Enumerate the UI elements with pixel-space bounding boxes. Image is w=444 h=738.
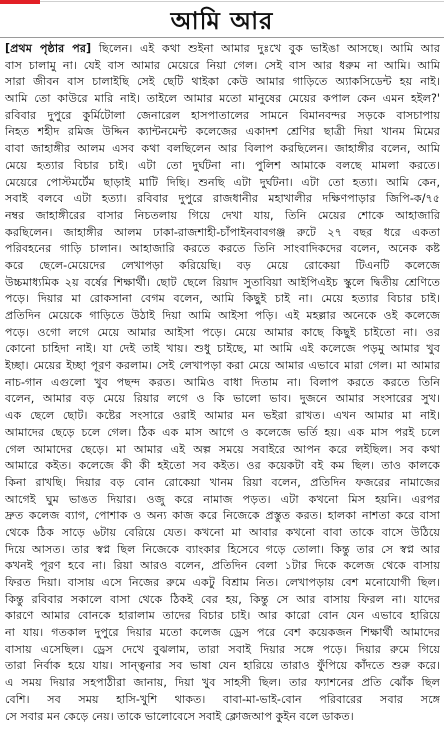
article-line: সবাই বলবে এটা হত্যা। রবিবার দুপুরে রাজধানীর মহাখালীর দক্ষিণপাড়ার জিপি-ক/৭৫ [5, 192, 440, 206]
article-line: দ্রুত কলেজ ব্যাগ, পোশাক ও অন্য কাজ করে নিজেকে প্রস্তুত করত। হালকা নাশতা করে বাসা [5, 509, 440, 523]
continued-from-label: [প্রথম পৃষ্ঠার পর] [5, 42, 92, 55]
article-line: এ সময় দিয়ার সহপাঠীরা জানায়, দিয়া খুব সাহসী ছিল। তার ফ্যাশনের প্রতি ঝোঁক ছিল [5, 676, 440, 690]
article-line: মেয়ে হত্যার বিচার চাই। এটা তো দুর্ঘটনা না। পুলিশ আমাকে বলছে মামলা করতে। [5, 158, 440, 172]
article-line: তারা নির্বাক হয়ে যায়। সান্ত্বনার সব ভাষা যেন হারিয়ে তারাও ফুঁপিয়ে কাঁদতে শুরু করে। [5, 659, 440, 673]
article-line: নিহত শহীদ রমিজ উদ্দিন ক্যান্টনমেন্ট কলেজের একাদশ শ্রেণির ছাত্রী দিয়া খানম মিমের [5, 125, 440, 139]
article-line: বাসায় এসেছিল। ড্রেস দেখে বুঝলাম, তারা সবাই দিয়ার সঙ্গে পড়ে। দিয়ার রুমে গিয়ে [5, 642, 440, 656]
article-line: কোনো চাহিদা নাই। যা দেই তাই খায়। শুধু চাইছে, মা আমি এই কলেজে পড়মু আমার খুব [5, 342, 440, 356]
article-line: সে সবার মন কেড়ে নেয়। তাকে ভালোবেসে সবাই ক্লোজআপ কুইন বলে ডাকত। [5, 709, 354, 723]
article-line: থেকে ঠিক সাড়ে ৬টায় বেরিয়ে যেত। কখনো মা আবার কখনো বাবা তাকে বাসে উঠিয়ে [5, 525, 440, 539]
article-line: মেয়েরে পোস্টমর্টেম ছাড়াই মাটি দিছি। শুনছি এটা দুর্ঘটনা। এটা তো হত্যা। আমি কেন, [5, 175, 440, 189]
headline-divider [0, 37, 444, 38]
article-line: পরিবহনের গাড়ি চালান। আহাজারি করতে করতে তিনি সাংবাদিকদের বলেন, অনেক কষ্ট [5, 242, 440, 256]
article-line: রবিবার দুপুরে কুর্মিটোলা জেনারেল হাসপাতালের সামনে বিমানবন্দর সড়কে বাসচাপায় [5, 108, 440, 122]
article-line: সারা জীবন বাস চালাইছি সেই ছেটি থাইকা কেউ আমার গাড়িতে অ্যাকসিডেন্ট হয় নাই। [5, 75, 440, 89]
article-line: পড়ে। ওগো লগে মেয়ে আমার আইসা পড়ে। মেয়ে আমার কাছে কিছুই চাইতো না। ওর [5, 325, 440, 339]
article-line: বাবা জাহাঙ্গীর আলম এসব কথা বলছিলেন আর বিলাপ করছিলেন। জাহাঙ্গীর বলেন, আমি [5, 142, 440, 156]
article-line: করে ছেলে-মেয়েদের লেখাপড়া করিয়েছি। বড় মেয়ে রোকেয়া টিএনটি কলেজে [5, 258, 440, 272]
top-divider [40, 1, 444, 2]
article-line: বেশি। সব সময় হাসি-খুশি থাকত। বাবা-মা-ভাই-বোন পরিবারের সবার সঙ্গে [5, 692, 440, 706]
article-line: কিন্তু রবিবার সকালে বাসা থেকে ঠিকই বের হয়, কিন্তু সে আর বাসায় ফিরল না। যাদের [5, 592, 440, 606]
article-line: আমারে কইত। কলেজে কী কী হইতো সব কইত। ওর কয়েকটা বই কম ছিল। তাও কালকে [5, 459, 440, 473]
article-line: করছিলেন। জাহাঙ্গীর আলম ঢাকা-রাজশাহী-চাঁপাইনবাবগঞ্জ রুটে ২৭ বছর ধরে একতা [5, 225, 440, 239]
article-line: এক ছেলে ছোট। কষ্টের সংসারে ওরাই আমার মন ভইরা রাখত। এখন আমার মা নাই। [5, 409, 440, 423]
article-line: নাচ-গান এগুলো খুব পছন্দ করত। আমিও বাধা দিতাম না। বিলাপ করতে করতে তিনি [5, 375, 440, 389]
article-line: প্রতিদিন মেয়েকে গাড়িতে উঠাই দিয়া আমি আইসা পড়ি। এই মহল্লার অনেকে ওই কলেজে [5, 309, 440, 322]
article-line: নম্বর জাহাঙ্গীরের বাসার নিচতলায় গিয়ে দেখা যায়, তিনি মেয়ের শোকে আহাজারি [5, 208, 440, 222]
article-line [5, 41, 440, 58]
article-line: ফিরত দিয়া। বাসায় এসে নিজের রুমে একটু বিশ্রাম নিত। লেখাপড়ায় বেশ মনোযোগী ছিল। [5, 576, 440, 589]
article-line: বাস চালামু না। যেই বাস আমার মেয়েরে নিয়া গেল। সেই বাস আর ধরুম না আমি। আমি [5, 58, 440, 72]
article-line-text: ছিলেন। এই কথা শুইনা আমার দুঃখে বুক ভাইঙা আসছে। আমি আর [91, 42, 440, 55]
article-line: ইচ্ছা। মেয়ের ইচ্ছা পূরণ করলাম। সেই লেখাপড়া করা মেয়ে আমার এভাবে মারা গেল। মা আমার [5, 359, 440, 373]
article-headline: আমি আর [170, 6, 274, 35]
article-line: দিয়ে আসত। তার স্বপ্ন ছিল নিজেকে ব্যাংকার হিসেবে গড়ে তোলা। কিন্তু তার সে স্বপ্ন আর [5, 542, 440, 556]
article-line: পড়ে। দিয়ার মা রোকসানা বেগম বলেন, আমি কিছুই চাই না। মেয়ে হত্যার বিচার চাই। [5, 292, 440, 306]
red-accent-rule [0, 0, 40, 4]
article-line: না যায়। গতকাল দুপুরে দিয়ার মতো কলেজ ড্রেস পরে বেশ কয়েকজন শিক্ষার্থী আমাদের [5, 626, 440, 640]
article-line: বলেন, আমার বড় মেয়ে রিয়ার লগে ও কি ভালো ভাব। দুজনে আমার সংসারের সুখ। [5, 392, 440, 406]
article-line: কখনই পূরণ হবে না। রিয়া আরও বলেন, প্রতিদিন বেলা ১টার দিকে কলেজ থেকে বাসায় [5, 559, 440, 573]
article-line: আমাদের ছেড়ে চলে গেল। ঠিক এক মাস আগে ও কলেজে ভর্তি হয়। এক মাস পরই চলে [5, 425, 440, 439]
article-line: কিনা রাখছি। দিয়ার বড় বোন রোকেয়া খানম রিয়া বলেন, প্রতিদিন ফজরের নামাজের [5, 475, 440, 489]
article-line: কারণে আমার বোনকে হারালাম তাদের বিচার চাই। আর কারো বোন যেন এভাবে হারিয়ে [5, 609, 440, 623]
article-line: উচ্চমাধ্যমিক ২য় বর্ষের শিক্ষার্থী। ছোট ছেলে রিয়াদ সুতাবিয়া আইপিএইচ স্কুলে দ্বিতীয় শ্রেণিতে [5, 275, 440, 289]
article-line: আমি তো কাউরে মারি নাই। তাইলে আমার মতো মানুষের মেয়ের কপাল কেন এমন হইল?' [5, 92, 440, 106]
article-body [5, 41, 440, 734]
article-line: গেল আমাদের ছেড়ে। মা আমার এই অল্প সময়ে সবাইরে আপন করে লইছিল। সব কথা [5, 442, 440, 456]
article-line: আগেই ঘুম ভাঙত দিয়ার। ওজু করে নামাজ পড়ত। এটা কখনো মিস হয়নি। এরপর [5, 492, 440, 506]
